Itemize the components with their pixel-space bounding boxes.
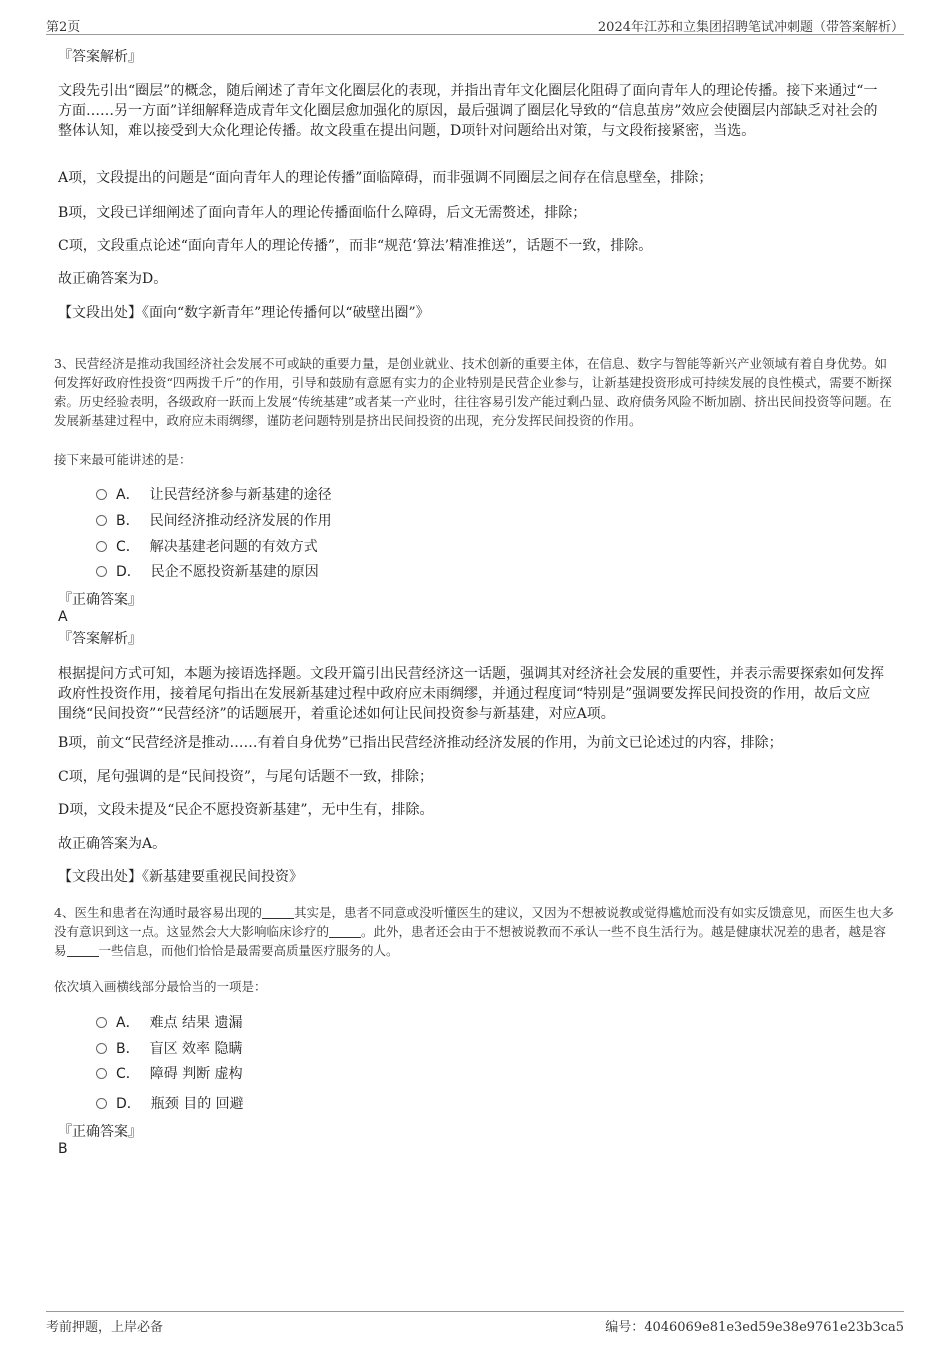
radio-icon[interactable] <box>96 1017 107 1028</box>
correct-answer-label: 『正确答案』 <box>58 1124 142 1140</box>
question-4-option-c[interactable]: C． 障碍 判断 虚构 <box>96 1064 243 1084</box>
analysis-option-b: B项，文段已详细阐述了面向青年人的理论传播面临什么障碍，后文无需赘述，排除； <box>58 205 587 221</box>
fill-blank-2 <box>329 925 361 938</box>
question-3-option-d[interactable]: D． 民企不愿投资新基建的原因 <box>96 562 319 582</box>
fill-blank-3 <box>67 944 99 957</box>
analysis-option-a: A项，文段提出的问题是“面向青年人的理论传播”面临障碍，而非强调不同圈层之间存在信息壁垒，排除； <box>58 170 713 186</box>
conclusion: 故正确答案为D。 <box>58 271 168 287</box>
analysis-paragraph: 文段先引出“圈层”的概念，随后阐述了青年文化圈层化的表现，并指出青年文化圈层化阻碍了面向青年人的理论传播。接下来通过“一方面……另一方面”详细解释造成青年文化圈层愈加强化的原因，最后强调了圈层化导致的“信息茧房”效应会使圈层内部缺乏对社会的整体认知，难以接受到大众化理论传播。故文段重在提出问题，D项针对问题给出对策，与文段衔接紧密，当选。 <box>58 83 878 139</box>
analysis-label: 『答案解析』 <box>58 49 142 65</box>
page-number: 第2页 <box>46 20 81 35</box>
source-citation: 【文段出处】《新基建要重视民间投资》 <box>58 869 303 885</box>
radio-icon[interactable] <box>96 541 107 552</box>
question-3-stem: 3、民营经济是推动我国经济社会发展不可或缺的重要力量，是创业就业、技术创新的重要主体，在信息、数字与智能等新兴产业领域有着自身优势。如何发挥好政府性投资“四两拨千斤”的作用，引导和鼓励有意愿有实力的企业特别是民营企业参与，让新基建投资形成可持续发展的良性模式，需要不断探索。历史经验表明，各级政府一跃而上发展“传统基建”或者某一产业时，往往容易引发产能过剩凸显、政府债务风险不断加剧、挤出民间投资等问题。在发展新基建过程中，政府应未雨绸缪，谨防老问题特别是挤出民间投资的出现，充分发挥民间投资的作用。 <box>54 356 892 428</box>
question-3-option-a[interactable]: A． 让民营经济参与新基建的途径 <box>96 485 332 505</box>
radio-icon[interactable] <box>96 1043 107 1054</box>
correct-answer-label: 『正确答案』 <box>58 592 142 608</box>
conclusion: 故正确答案为A。 <box>58 836 167 852</box>
correct-answer: A <box>58 609 68 625</box>
fill-blank-1 <box>262 906 294 919</box>
analysis-paragraph: 根据提问方式可知，本题为接语选择题。文段开篇引出民营经济这一话题，强调其对经济社会发展的重要性，并表示需要探索如何发挥政府性投资作用，接着尾句指出在发展新基建过程中政府应未雨绸缪，并通过程度词“特别是”强调要发挥民间投资的作用，故后文应围绕“民间投资”“民营经济”的话题展开，着重论述如何让民间投资参与新基建，对应A项。 <box>58 666 884 722</box>
page-footer <box>46 1311 904 1334</box>
document-id: 编号：4046069e81e3ed59e38e9761e23b3ca5 <box>605 1320 904 1335</box>
radio-icon[interactable] <box>96 489 107 500</box>
question-4-option-d[interactable]: D． 瓶颈 目的 回避 <box>96 1094 244 1114</box>
question-4-option-a[interactable]: A． 难点 结果 遗漏 <box>96 1013 242 1033</box>
analysis-option-d: D项，文段未提及“民企不愿投资新基建”，无中生有，排除。 <box>58 802 434 818</box>
radio-icon[interactable] <box>96 1068 107 1079</box>
question-4-prompt: 依次填入画横线部分最恰当的一项是： <box>54 979 267 994</box>
question-4-stem: 4、医生和患者在沟通时最容易出现的 其实是，患者不同意或没听懂医生的建议，又因为不想被说教或觉得尴尬而没有如实反馈意见，而医生也大多没有意识到这一点。这显然会大大影响临床诊疗的 。此外，患者还会由于不想被说教而不承认一些不良生活行为。越是健康状况差的患者，越是容易 一些信息，而他们恰恰是最需要高质量医疗服务的人。 <box>54 905 894 958</box>
radio-icon[interactable] <box>96 1098 107 1109</box>
analysis-option-b: B项，前文“民营经济是推动……有着自身优势”已指出民营经济推动经济发展的作用，为前文已论述过的内容，排除； <box>58 735 783 751</box>
radio-icon[interactable] <box>96 566 107 577</box>
source-citation: 【文段出处】《面向“数字新青年”理论传播何以“破壁出圈”》 <box>58 305 430 321</box>
footer-slogan: 考前押题，上岸必备 <box>46 1320 164 1335</box>
question-3-option-c[interactable]: C． 解决基建老问题的有效方式 <box>96 537 318 557</box>
document-title: 2024年江苏和立集团招聘笔试冲刺题（带答案解析） <box>597 20 904 35</box>
analysis-option-c: C项，文段重点论述“面向青年人的理论传播”，而非“规范‘算法’精准推送”，话题不一致，排除。 <box>58 238 653 254</box>
correct-answer: B <box>58 1141 68 1157</box>
question-3-prompt: 接下来最可能讲述的是： <box>54 452 192 467</box>
radio-icon[interactable] <box>96 515 107 526</box>
analysis-label: 『答案解析』 <box>58 631 142 647</box>
question-4-option-b[interactable]: B． 盲区 效率 隐瞒 <box>96 1039 243 1059</box>
page-header <box>46 14 904 35</box>
analysis-option-c: C项，尾句强调的是“民间投资”，与尾句话题不一致，排除； <box>58 769 434 785</box>
question-3-option-b[interactable]: B． 民间经济推动经济发展的作用 <box>96 511 332 531</box>
